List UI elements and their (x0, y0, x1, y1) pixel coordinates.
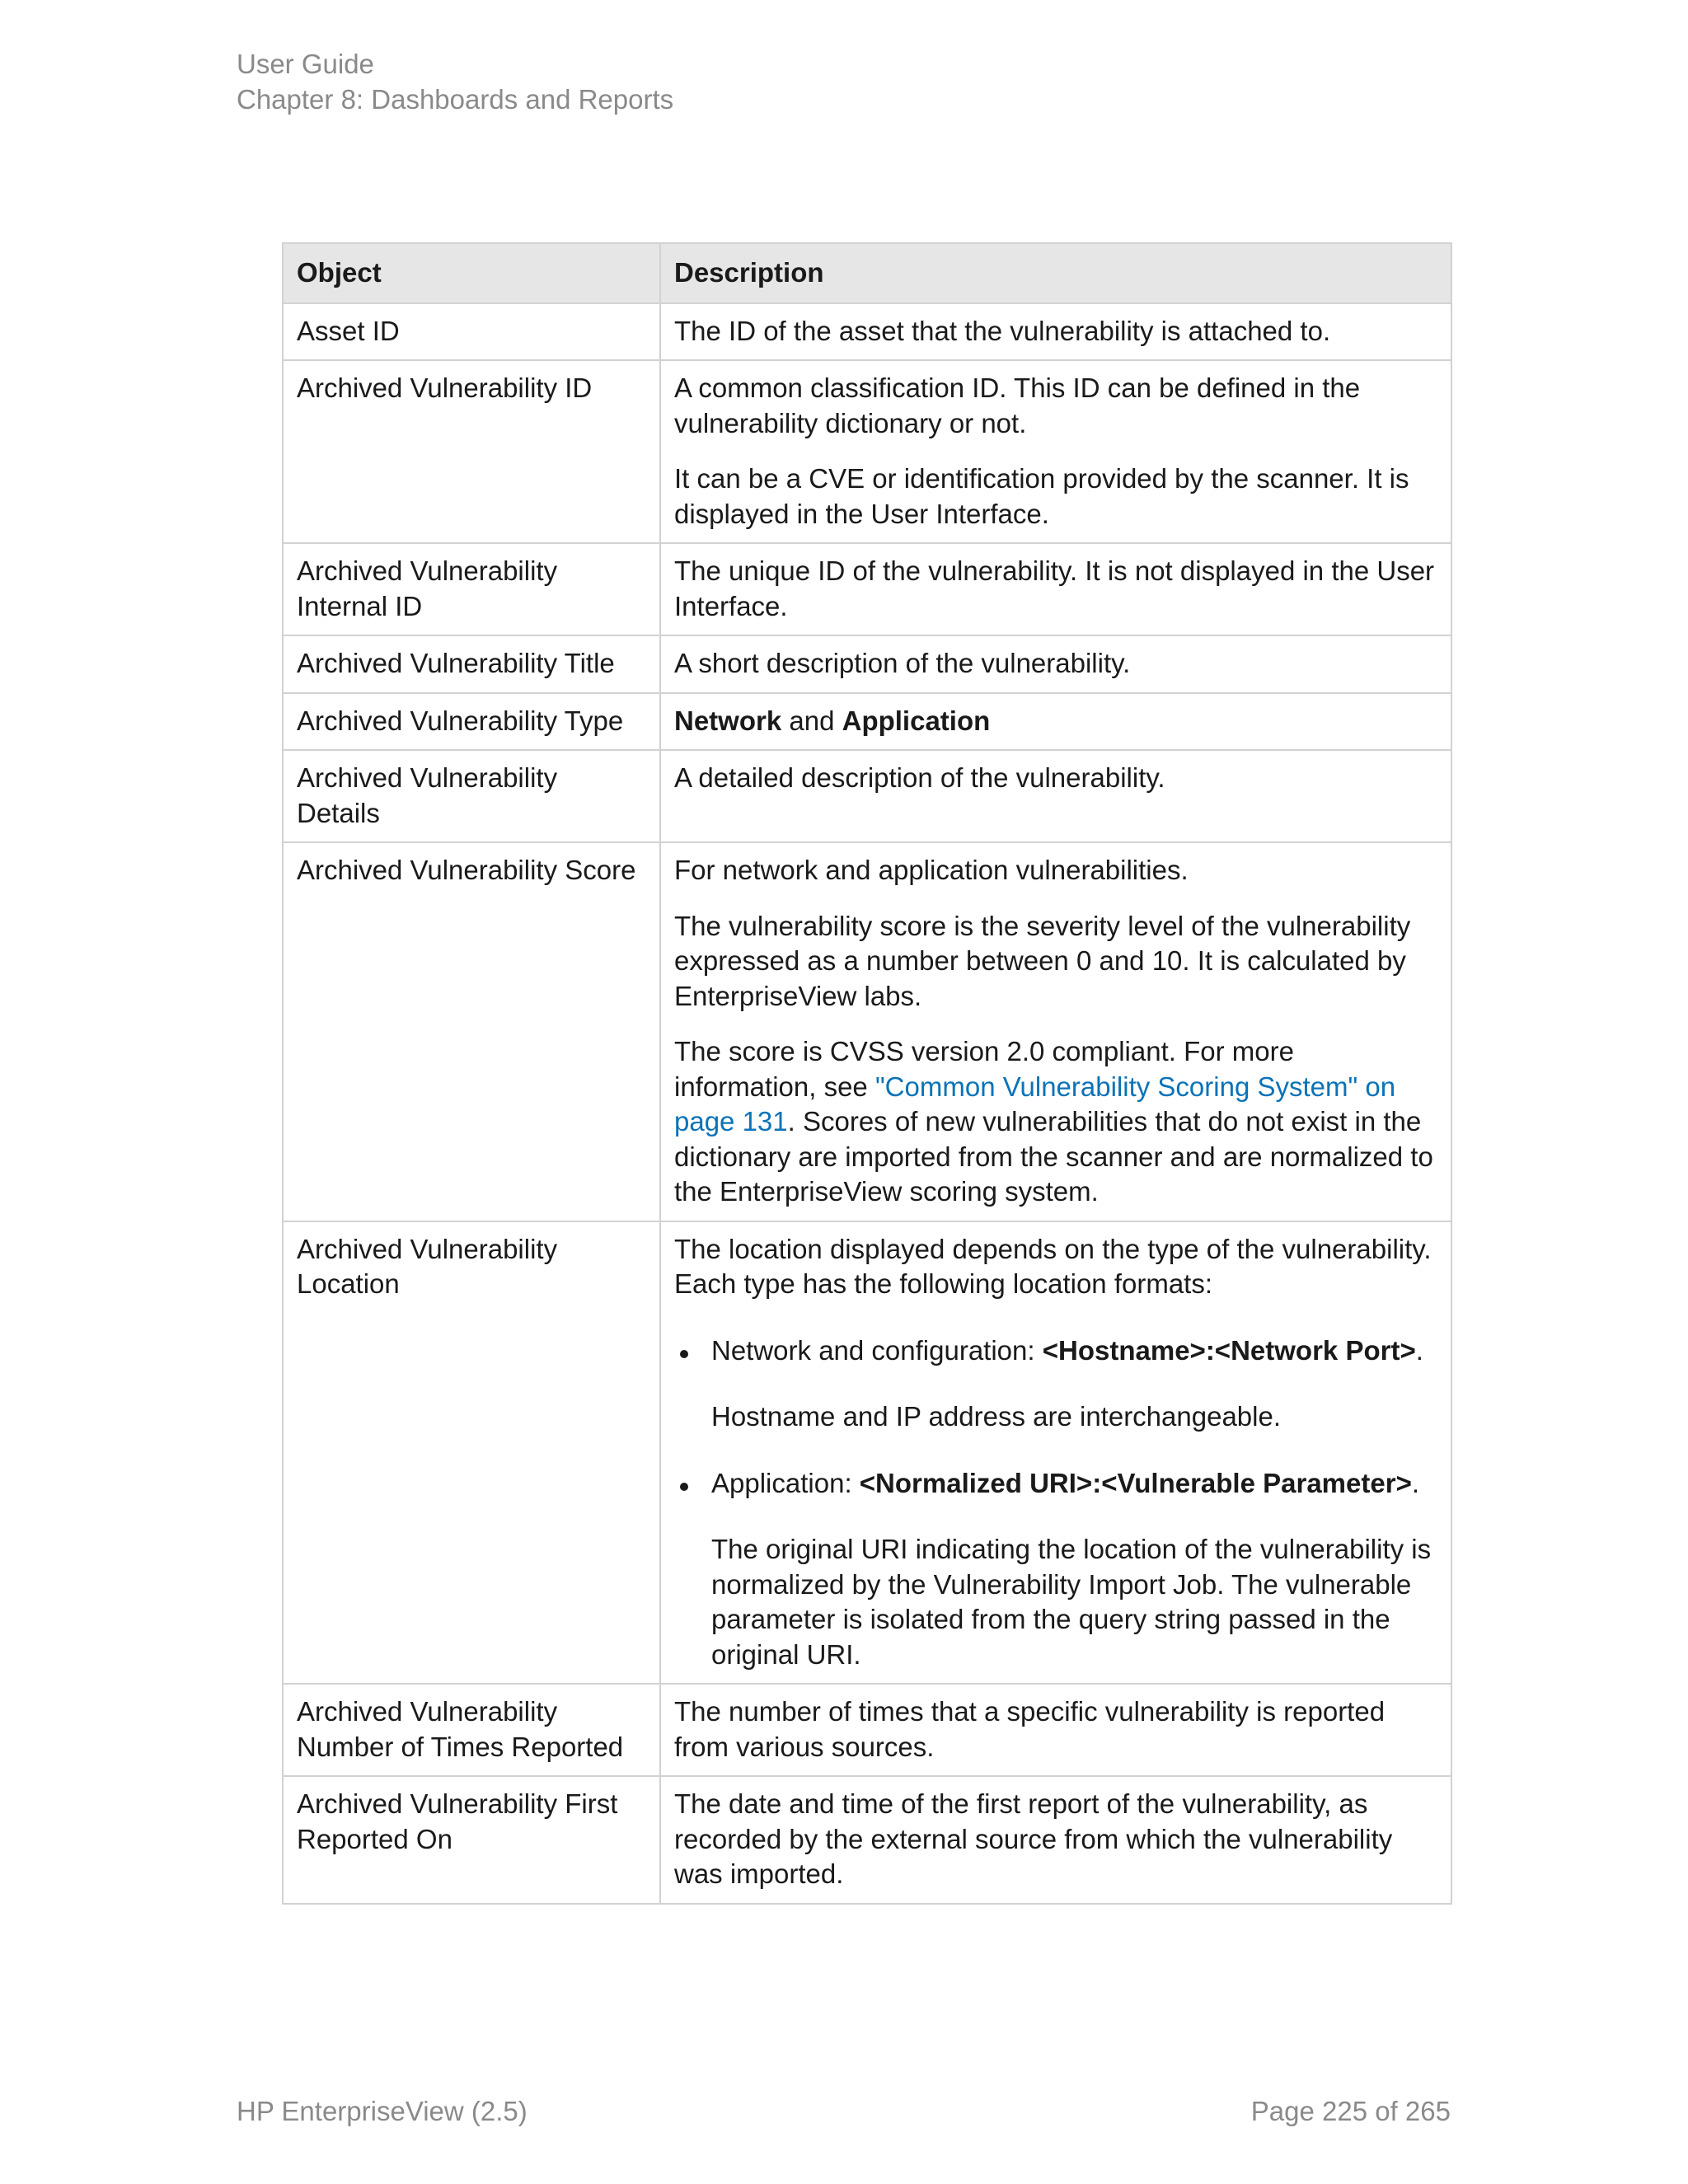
objects-table (282, 242, 1452, 1905)
table-row (283, 1684, 1451, 1776)
table-row (283, 750, 1451, 842)
description-cell: A short description of the vulnerability. (660, 635, 1451, 693)
cvss-link[interactable]: "Common Vulnerability Scoring System" on page 131 (674, 1071, 1396, 1137)
list-item (674, 1466, 1438, 1673)
bullet-punct: . (1411, 1467, 1420, 1498)
description-cell: The ID of the asset that the vulnerability is attached to. (660, 303, 1451, 361)
footer-page-number: Page 225 of 265 (1250, 2096, 1451, 2126)
object-cell: Archived Vulnerability First Reported On (283, 1776, 660, 1904)
description-paragraph: The vulnerability score is the severity level of the vulnerability expressed as a number between 0 and 10. It is calculated by EnterpriseView labs. (674, 910, 1411, 1011)
description-paragraph: For network and application vulnerabilities. (674, 855, 1189, 885)
column-header-object: Object (283, 243, 660, 303)
object-cell: Archived Vulnerability Title (283, 635, 660, 693)
header-guide-title: User Guide (237, 49, 374, 79)
table-header-row (283, 243, 1451, 303)
description-paragraph: A common classification ID. This ID can be defined in the vulnerability dictionary or not. (674, 373, 1361, 438)
type-application: Application (842, 705, 991, 736)
table-row (283, 693, 1451, 751)
description-cell: The unique ID of the vulnerability. It is not displayed in the User Interface. (660, 543, 1451, 635)
bullet-note: The original URI indicating the location of the vulnerability is normalized by the Vulnerability Import Job. The vulnerable parameter is isolated from the query string passed in the original URI. (711, 1534, 1432, 1670)
type-conjunction: and (781, 705, 842, 736)
bullet-text: Network and configuration: (711, 1334, 1043, 1366)
type-network: Network (674, 705, 782, 736)
score-text-post: . Scores of new vulnerabilities that do not exist in the dictionary are imported from the scanner and are normalized to the EnterpriseView scoring system. (674, 1106, 1433, 1207)
object-cell: Archived Vulnerability Number of Times Reported (283, 1684, 660, 1776)
description-cell: The number of times that a specific vulnerability is reported from various sources. (660, 1684, 1451, 1776)
description-cell: The date and time of the first report of the vulnerability, as recorded by the external source from which the vulnerability was imported. (660, 1776, 1451, 1904)
object-cell: Archived Vulnerability Location (283, 1221, 660, 1685)
header-chapter-title: Chapter 8: Dashboards and Reports (237, 84, 674, 115)
description-cell (660, 360, 1451, 543)
object-cell: Archived Vulnerability Type (283, 693, 660, 751)
bullet-format: <Normalized URI>:<Vulnerable Parameter> (859, 1467, 1412, 1498)
table-row (283, 543, 1451, 635)
column-header-description: Description (660, 243, 1451, 303)
object-cell: Archived Vulnerability Internal ID (283, 543, 660, 635)
table-row (283, 635, 1451, 693)
list-item (674, 1333, 1438, 1435)
description-paragraph: The location displayed depends on the type of the vulnerability. Each type has the following location formats: (674, 1233, 1432, 1299)
description-cell: A detailed description of the vulnerability. (660, 750, 1451, 842)
description-cell (660, 1221, 1451, 1685)
object-cell: Archived Vulnerability Details (283, 750, 660, 842)
table-row (283, 842, 1451, 1221)
table-row (283, 360, 1451, 543)
description-paragraph: It can be a CVE or identification provided by the scanner. It is displayed in the User Interface. (674, 463, 1409, 529)
bullet-note: Hostname and IP address are interchangeable. (711, 1401, 1282, 1432)
score-text-pre: The score is CVSS version 2.0 compliant. For more information, see (674, 1036, 1294, 1102)
object-cell: Archived Vulnerability Score (283, 842, 660, 1221)
footer-product: HP EnterpriseView (2.5) (237, 2096, 528, 2126)
page-header (237, 46, 673, 117)
table-row (283, 1776, 1451, 1904)
object-cell: Asset ID (283, 303, 660, 361)
location-format-list (674, 1333, 1438, 1673)
table-row (283, 303, 1451, 361)
description-cell (660, 693, 1451, 751)
bullet-format: <Hostname>:<Network Port> (1042, 1334, 1416, 1366)
object-cell: Archived Vulnerability ID (283, 360, 660, 543)
bullet-text: Application: (711, 1467, 860, 1498)
description-paragraph (674, 1034, 1438, 1210)
description-cell (660, 842, 1451, 1221)
table-row (283, 1221, 1451, 1685)
bullet-punct: . (1415, 1334, 1423, 1366)
